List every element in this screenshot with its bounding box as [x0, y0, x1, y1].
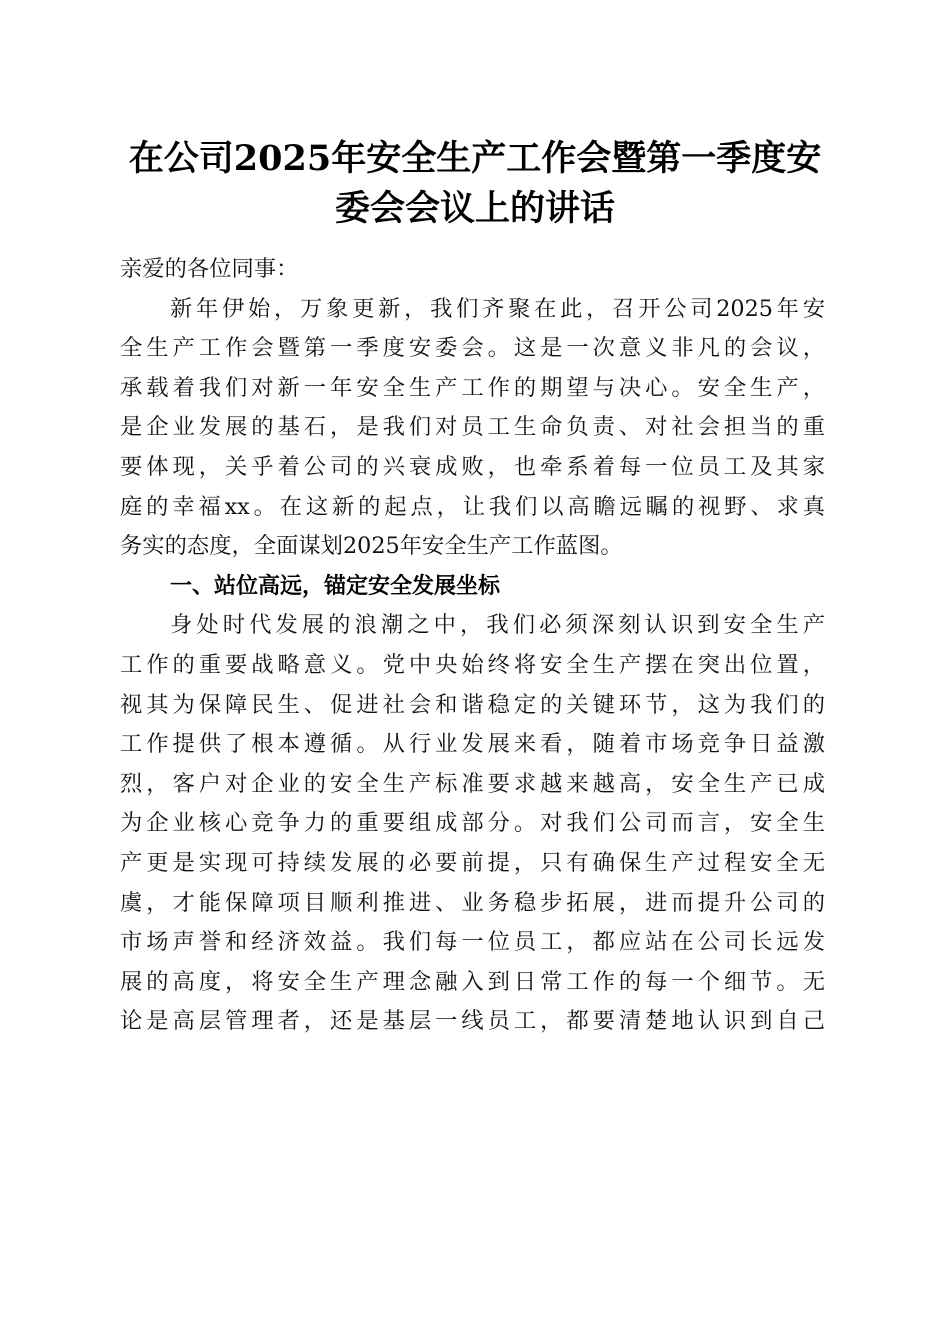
paragraph-1-line: 承载着我们对新一年安全生产工作的期望与决心。安全生产， — [120, 374, 825, 401]
title-line-1: 在公司2025年安全生产工作会暨第一季度安 — [128, 138, 822, 179]
section-heading-1: 一、站位高远，锚定安全发展坐标 — [170, 573, 501, 599]
paragraph-2-line: 身处时代发展的浪潮之中，我们必须深刻认识到安全生产 — [170, 612, 825, 639]
paragraph-2-line: 为企业核心竞争力的重要组成部分。对我们公司而言，安全生 — [120, 810, 825, 837]
title-line-2: 委会会议上的讲话 — [334, 188, 615, 229]
paragraph-1-line: 新年伊始，万象更新，我们齐聚在此，召开公司2025年安 — [170, 295, 825, 322]
paragraph-2-line: 烈，客户对企业的安全生产标准要求越来越高，安全生产已成 — [120, 770, 825, 797]
paragraph-2-line: 工作提供了根本遵循。从行业发展来看，随着市场竞争日益激 — [120, 731, 825, 758]
paragraph-1-line: 庭的幸福xx。在这新的起点，让我们以高瞻远瞩的视野、求真 — [120, 493, 825, 520]
paragraph-2-line: 工作的重要战略意义。党中央始终将安全生产摆在突出位置， — [120, 651, 825, 678]
paragraph-1-line: 是企业发展的基石，是我们对员工生命负责、对社会担当的重 — [120, 414, 825, 441]
paragraph-2-line: 产更是实现可持续发展的必要前提，只有确保生产过程安全无 — [120, 849, 825, 876]
paragraph-2-line: 展的高度，将安全生产理念融入到日常工作的每一个细节。无 — [120, 968, 825, 995]
paragraph-2-line: 视其为保障民生、促进社会和谐稳定的关键环节，这为我们的 — [120, 691, 825, 718]
document-body — [120, 250, 825, 1042]
greeting: 亲爱的各位同事： — [120, 256, 299, 282]
paragraph-1-line: 要体现，关乎着公司的兴衰成败，也牵系着每一位员工及其家 — [120, 453, 825, 480]
paragraph-2-line: 市场声誉和经济效益。我们每一位员工，都应站在公司长远发 — [120, 929, 825, 956]
document-title — [100, 134, 850, 234]
paragraph-1-line: 务实的态度，全面谋划2025年安全生产工作蓝图。 — [120, 533, 623, 560]
paragraph-1-line: 全生产工作会暨第一季度安委会。这是一次意义非凡的会议， — [120, 335, 825, 362]
paragraph-2-line: 论是高层管理者，还是基层一线员工，都要清楚地认识到自己 — [120, 1008, 825, 1035]
paragraph-2-line: 虞，才能保障项目顺利推进、业务稳步拓展，进而提升公司的 — [120, 889, 825, 916]
